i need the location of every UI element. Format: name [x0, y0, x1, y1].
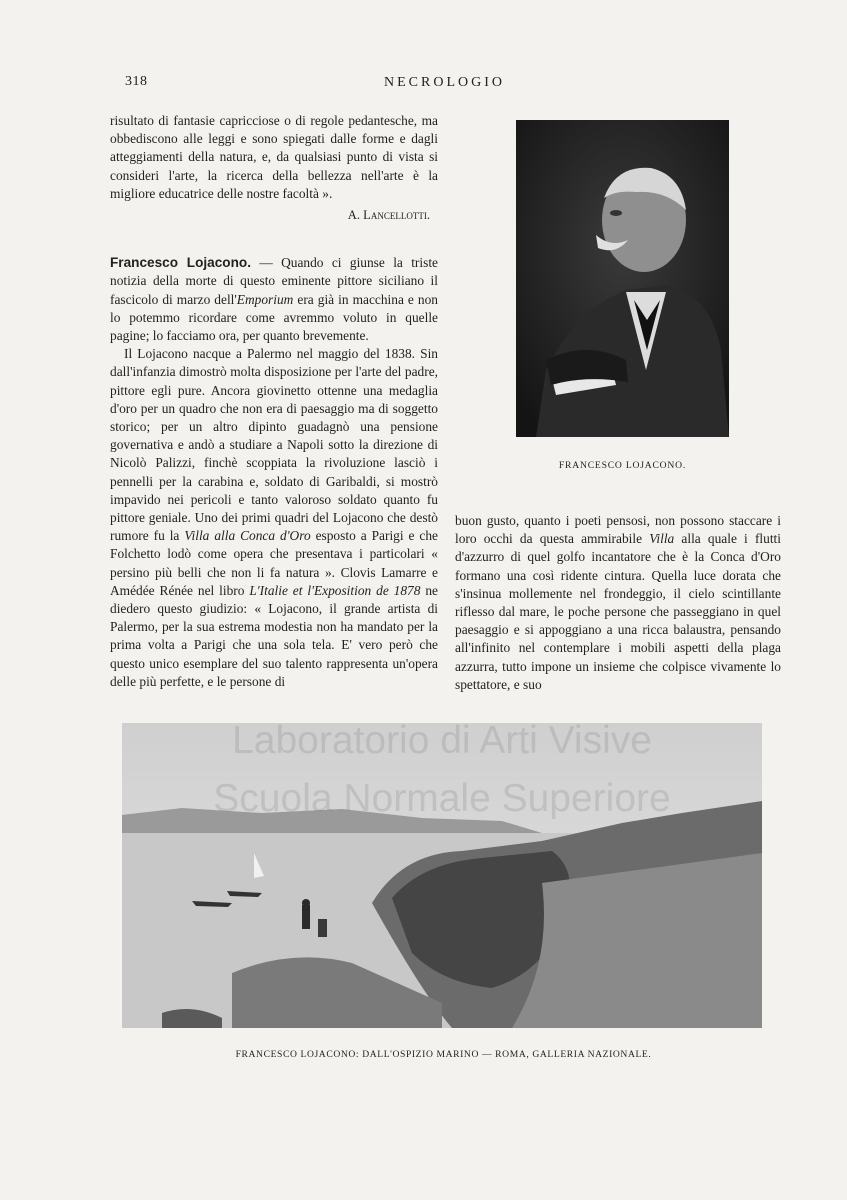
landscape-photo: [122, 723, 762, 1028]
watermark-line-2: Scuola Normale Superiore: [213, 777, 671, 820]
article-title: Francesco Lojacono.: [110, 255, 251, 271]
page-number: 318: [125, 74, 148, 89]
lancellotti-signature: A. Lancellotti.: [347, 208, 430, 223]
watermark-line-1: Laboratorio di Arti Visive: [232, 719, 652, 762]
portrait-photo: [516, 120, 729, 437]
right-column: [455, 512, 781, 694]
article-paragraph-2: Il Lojacono nacque a Palermo nel maggio del 1838. Sin dall'infanzia dimostrò molta disposizione per l'arte del padre, pittore egli pure. Ancora giovinetto ottenne una medaglia d'oro per un quadro che non era di paesaggio ma di soggetto storico; per un altro dipinto guadagnò una pensione governativa e andò a studiare a Napoli sotto la direzione di Nicolò Palizzi, finchè scoppiata la rivoluzione lasciò i pennelli per la carabina e, soldato di Garibaldi, si mostrò impavido nei pericoli e tanto valoroso soldato quanto fu pittore geniale. Uno dei primi quadri del Lojacono che destò rumore fu la Villa alla Conca d'Oro esposto a Parigi e che Folchetto lodò come opera che presentava i particolari « persino più belli che non li fa natura ». Clovis Lamarre e Amédée Rénée nel libro L'Italie et l'Exposition de 1878 ne diedero questo giudizio: « Lojacono, il grande artista di Palermo, per la sua estrema modestia non ha mandato per la prima volta a Parigi che una sola tela. E' vero però che questo unico esemplare del suo talento rappresenta un'opera delle più perfette, e le persone di: [110, 346, 438, 689]
portrait-caption: FRANCESCO LOJACONO.: [558, 460, 687, 471]
left-column: [110, 112, 438, 691]
lancellotti-paragraph: risultato di fantasie capricciose o di regole pedantesche, ma obbediscono alle leggi e sono spiegati dalle forme e dagli atteggiamenti della natura, e, da qualsiasi punto di vista si consideri l'arte, la ricerca della bellezza nell'arte è la migliore educatrice delle nostre facoltà ».: [110, 113, 438, 201]
running-title: NECROLOGIO: [384, 75, 505, 90]
landscape-caption: FRANCESCO LOJACONO: DALL'OSPIZIO MARINO — ROMA, GALLERIA NAZIONALE.: [235, 1049, 652, 1060]
article-paragraph-1: Francesco Lojacono. — Quando ci giunse la triste notizia della morte di questo eminente pittore siciliano il fascicolo di marzo dell'Emporium era già in macchina e non lo potemmo ricordare come avremmo voluto in quelle pagine; lo facciamo ora, per quanto brevemente.: [110, 255, 438, 344]
article-paragraph-3: buon gusto, quanto i poeti pensosi, non possono staccare i loro occhi da questa ammirabile Villa alla quale i flutti d'azzurro di quel golfo incantatore che è la Conca d'Oro formano una così ridente cintura. Quella luce dorata che s'insinua mollemente nel frondeggio, il cielo scintillante riflesso dal mare, le poche persone che passeggiano in quel paesaggio e si appoggiano a una ricca balaustra, pensando all'infinito nel contemplare i mobili aspetti della plaga azzurra, tutto impone un insieme che colpisce vivamente lo spettatore, e suo: [455, 513, 781, 692]
